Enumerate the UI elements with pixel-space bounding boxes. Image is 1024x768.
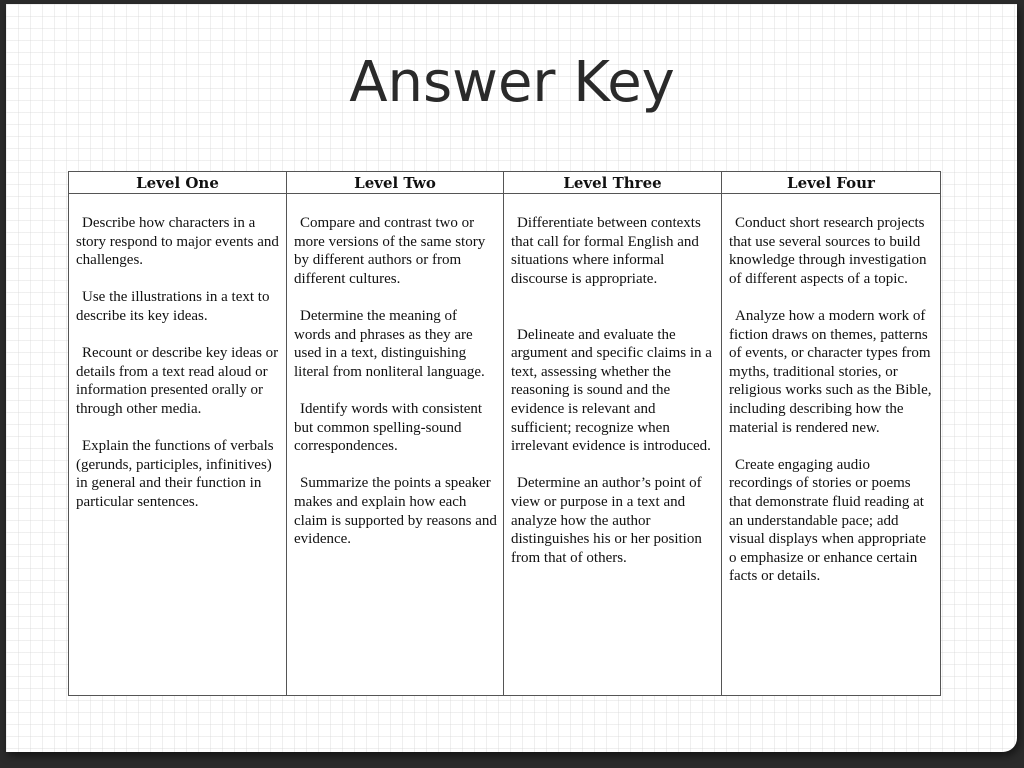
answer-key-table — [68, 171, 941, 696]
cell-level-two — [287, 194, 504, 696]
header-level-two: Level Two — [287, 172, 504, 194]
standard-text: Describe how characters in a story respond to major events and challenges. — [76, 215, 279, 269]
cell-level-three — [504, 194, 722, 696]
standard-text: Create engaging audio recordings of stories or poems that demonstrate fluid reading at an understandable pace; add visual displays when appropriate o emphasize or enhance certain facts or details. — [729, 456, 927, 585]
standard-text: Identify words with consistent but common spelling-sound correspondences. — [294, 400, 483, 455]
cell-level-four — [722, 194, 941, 696]
header-level-four: Level Four — [722, 172, 941, 194]
standard-text: Conduct short research projects that use several sources to build knowledge through investigation of different aspects of a topic. — [729, 215, 927, 287]
standard-text: Use the illustrations in a text to describe its key ideas. — [76, 289, 270, 324]
standard-text: Summarize the points a speaker makes and explain how each claim is supported by reasons and evidence. — [294, 475, 497, 548]
standard-text: Explain the functions of verbals (gerunds, participles, infinitives) in general and their function in particular sentences. — [76, 438, 274, 510]
standard-text: Delineate and evaluate the argument and specific claims in a text, assessing whether the reasoning is sound and the evidence is relevant and sufficient; recognize when irrelevant evidence is introduced. — [511, 326, 712, 455]
cell-level-one — [69, 194, 287, 696]
standard-text: Compare and contrast two or more versions of the same story by different authors or from different cultures. — [294, 215, 486, 287]
content-row — [69, 194, 941, 696]
standard-text: Determine an author’s point of view or purpose in a text and analyze how the author distinguishes his or her position from that of others. — [511, 475, 702, 566]
header-level-three: Level Three — [504, 172, 722, 194]
page-title: Answer Key — [349, 50, 675, 115]
standard-text: Differentiate between contexts that call for formal English and situations where informal discourse is appropriate. — [511, 215, 701, 287]
standard-text: Determine the meaning of words and phrases as they are used in a text, distinguishing literal from nonliteral language. — [294, 307, 485, 380]
standard-text: Analyze how a modern work of fiction draws on themes, patterns of events, or character types from myths, traditional stories, or religious works such as the Bible, including describing how the material is rendered new. — [729, 307, 932, 436]
header-row — [69, 172, 941, 194]
header-level-one: Level One — [69, 172, 287, 194]
standard-text: Recount or describe key ideas or details from a text read aloud or information presented orally or through other media. — [76, 345, 279, 417]
